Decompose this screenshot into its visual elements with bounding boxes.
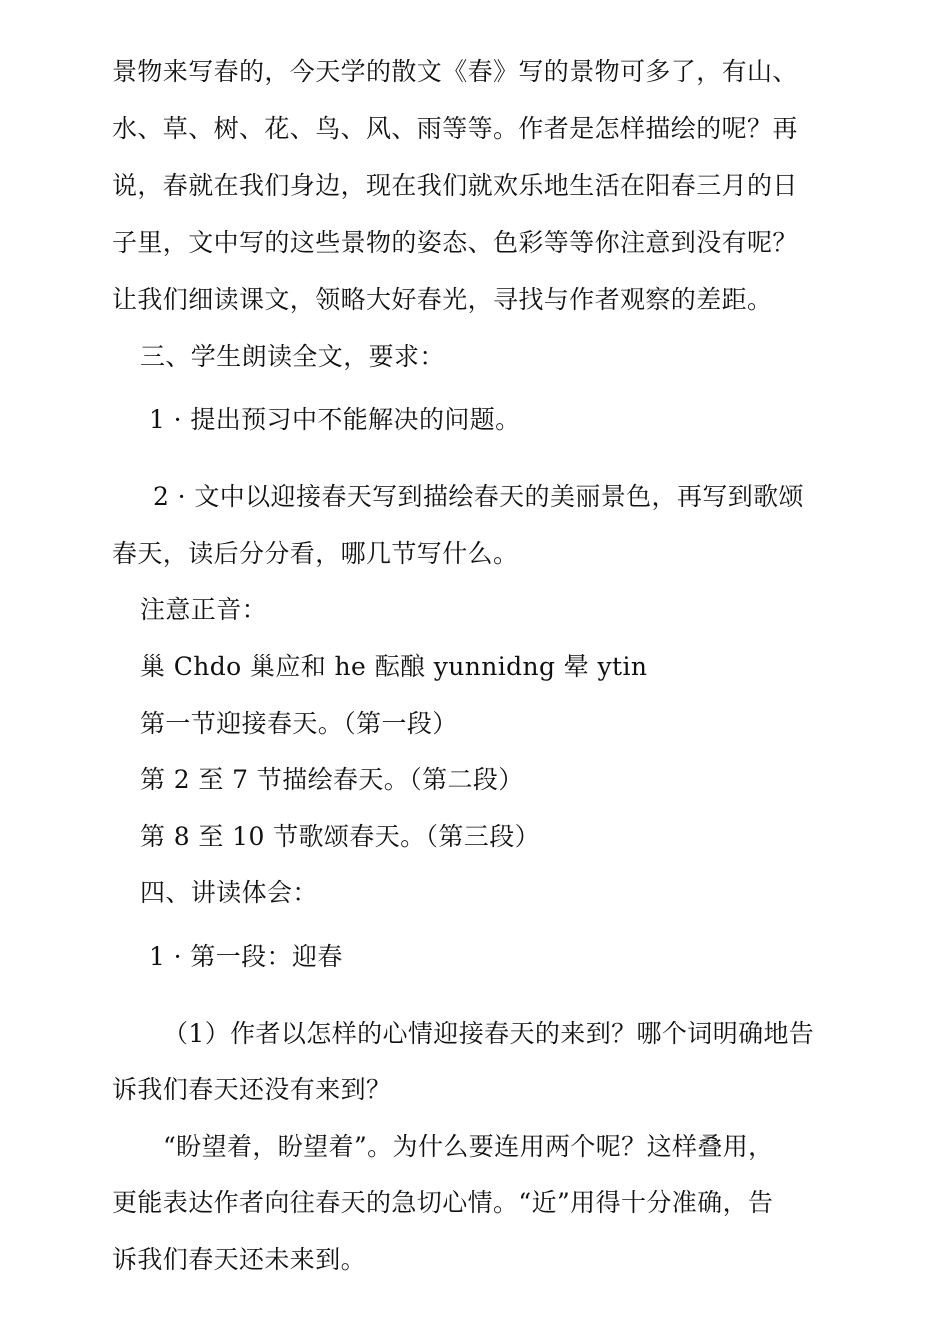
requirement-item-1: 1 · 提出预习中不能解决的问题。 — [149, 405, 521, 434]
section-list-item-3: 第 8 至 10 节歌颂春天。（第三段） — [140, 822, 541, 851]
answer-line-3: 诉我们春天还未来到。 — [112, 1245, 367, 1274]
pronunciation-list: 巢 Chdo 巢应和 he 酝酿 yunnidng 晕 ytin — [140, 652, 648, 681]
section-heading-4: 四、讲读体会： — [140, 878, 318, 907]
answer-line-2: 更能表达作者向往春天的急切心情。“近”用得十分准确，告 — [112, 1188, 774, 1217]
paragraph-line-1: 景物来写春的，今天学的散文《春》写的景物可多了，有山、 — [112, 57, 798, 86]
question-line-1: （1）作者以怎样的心情迎接春天的来到？哪个词明确地告 — [163, 1019, 815, 1048]
answer-line-1: “盼望着，盼望着”。为什么要连用两个呢？这样叠用， — [163, 1132, 774, 1161]
pronunciation-heading: 注意正音： — [140, 595, 268, 624]
section-list-item-1: 第一节迎接春天。（第一段） — [140, 709, 458, 738]
requirement-item-2-cont: 春天，读后分分看，哪几节写什么。 — [112, 539, 519, 568]
section-heading-3: 三、学生朗读全文，要求： — [140, 342, 445, 371]
question-line-2: 诉我们春天还没有来到？ — [112, 1075, 392, 1104]
paragraph-line-2: 水、草、树、花、鸟、风、雨等等。作者是怎样描绘的呢？再 — [112, 114, 798, 143]
paragraph-line-5: 让我们细读课文，领略大好春光，寻找与作者观察的差距。 — [112, 285, 773, 314]
paragraph-line-3: 说，春就在我们身边，现在我们就欢乐地生活在阳春三月的日 — [112, 171, 798, 200]
section-list-item-2: 第 2 至 7 节描绘春天。（第二段） — [140, 765, 524, 794]
requirement-item-2: 2 · 文中以迎接春天写到描绘春天的美丽景色，再写到歌颂 — [153, 482, 804, 511]
paragraph-line-4: 子里，文中写的这些景物的姿态、色彩等等你注意到没有呢？ — [112, 228, 798, 257]
subsection-heading-1: 1 · 第一段：迎春 — [149, 942, 343, 971]
